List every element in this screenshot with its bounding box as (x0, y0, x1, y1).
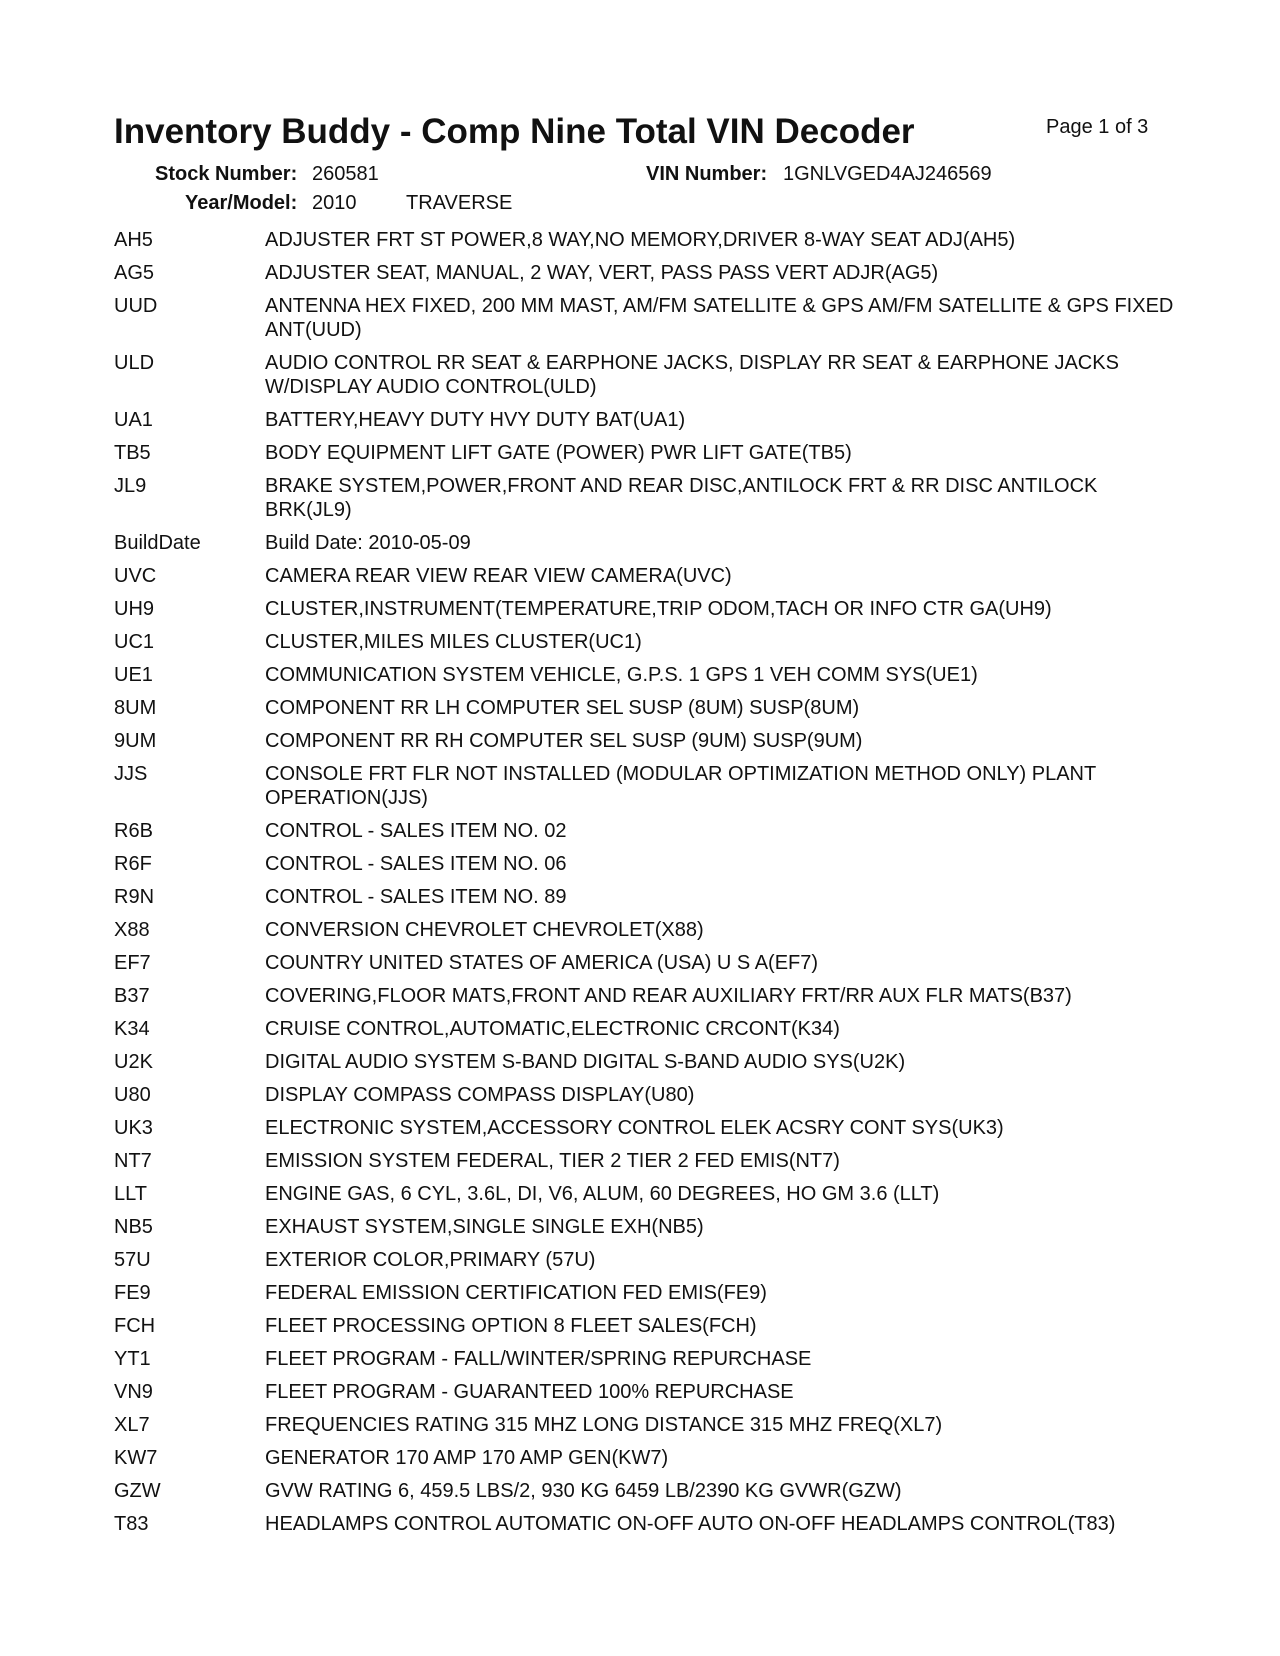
document-title: Inventory Buddy - Comp Nine Total VIN Decoder (114, 112, 915, 151)
option-code: R6F (114, 853, 152, 875)
option-description: EXTERIOR COLOR,PRIMARY (57U) (265, 1249, 596, 1271)
option-row (114, 819, 1174, 843)
option-row (114, 1215, 1174, 1239)
option-description: FLEET PROCESSING OPTION 8 FLEET SALES(FCH) (265, 1315, 757, 1337)
option-row (114, 1347, 1174, 1371)
option-code: EF7 (114, 952, 151, 974)
option-row (114, 1314, 1174, 1338)
option-code: T83 (114, 1513, 149, 1535)
option-description: CAMERA REAR VIEW REAR VIEW CAMERA(UVC) (265, 565, 732, 587)
year-model-label: Year/Model: (185, 192, 298, 214)
option-description: EMISSION SYSTEM FEDERAL, TIER 2 TIER 2 FED EMIS(NT7) (265, 1150, 840, 1172)
option-code: R9N (114, 886, 155, 908)
option-description: CONTROL - SALES ITEM NO. 02 (265, 820, 567, 842)
option-code: AG5 (114, 262, 155, 284)
option-description: ELECTRONIC SYSTEM,ACCESSORY CONTROL ELEK ACSRY CONT SYS(UK3) (265, 1117, 1004, 1139)
option-description: CONSOLE FRT FLR NOT INSTALLED (MODULAR OPTIMIZATION METHOD ONLY) PLANT OPERATION(JJS) (265, 763, 1096, 809)
option-row (114, 1281, 1174, 1305)
option-row (114, 531, 1174, 555)
option-code-list (114, 228, 1174, 1545)
option-row (114, 984, 1174, 1008)
option-row (114, 696, 1174, 720)
option-row (114, 441, 1174, 465)
option-code: FCH (114, 1315, 156, 1337)
option-row (114, 351, 1174, 399)
option-code: ULD (114, 352, 155, 374)
option-row (114, 852, 1174, 876)
model-value: TRAVERSE (406, 192, 513, 214)
option-code: XL7 (114, 1414, 150, 1436)
option-description: BATTERY,HEAVY DUTY HVY DUTY BAT(UA1) (265, 409, 686, 431)
option-row (114, 1248, 1174, 1272)
option-description: COMPONENT RR RH COMPUTER SEL SUSP (9UM) SUSP(9UM) (265, 730, 863, 752)
option-row (114, 1050, 1174, 1074)
option-row (114, 564, 1174, 588)
option-description: EXHAUST SYSTEM,SINGLE SINGLE EXH(NB5) (265, 1216, 704, 1238)
option-description: COUNTRY UNITED STATES OF AMERICA (USA) U S A(EF7) (265, 952, 819, 974)
option-description: AUDIO CONTROL RR SEAT & EARPHONE JACKS, DISPLAY RR SEAT & EARPHONE JACKS W/DISPLAY AUDIO CONTROL(ULD) (265, 352, 1119, 398)
option-code: UK3 (114, 1117, 153, 1139)
option-description: FREQUENCIES RATING 315 MHZ LONG DISTANCE 315 MHZ FREQ(XL7) (265, 1414, 943, 1436)
option-description: GENERATOR 170 AMP 170 AMP GEN(KW7) (265, 1447, 669, 1469)
option-code: X88 (114, 919, 150, 941)
option-row (114, 474, 1174, 522)
option-code: NT7 (114, 1150, 152, 1172)
option-description: COVERING,FLOOR MATS,FRONT AND REAR AUXILIARY FRT/RR AUX FLR MATS(B37) (265, 985, 1072, 1007)
option-description: FLEET PROGRAM - GUARANTEED 100% REPURCHASE (265, 1381, 794, 1403)
option-code: BuildDate (114, 532, 201, 554)
option-description: CRUISE CONTROL,AUTOMATIC,ELECTRONIC CRCONT(K34) (265, 1018, 840, 1040)
option-code: FE9 (114, 1282, 151, 1304)
option-description: CONVERSION CHEVROLET CHEVROLET(X88) (265, 919, 704, 941)
option-code: LLT (114, 1183, 147, 1205)
option-code: KW7 (114, 1447, 158, 1469)
year-model-field (185, 192, 297, 215)
option-row (114, 228, 1174, 252)
option-row (114, 729, 1174, 753)
option-row (114, 885, 1174, 909)
option-row (114, 1083, 1174, 1107)
option-code: YT1 (114, 1348, 151, 1370)
vin-number-field (646, 163, 767, 186)
year-value: 2010 (312, 192, 357, 214)
option-row (114, 630, 1174, 654)
option-description: DISPLAY COMPASS COMPASS DISPLAY(U80) (265, 1084, 695, 1106)
option-code: U2K (114, 1051, 153, 1073)
option-row (114, 663, 1174, 687)
option-description: FLEET PROGRAM - FALL/WINTER/SPRING REPURCHASE (265, 1348, 812, 1370)
page-number: Page 1 of 3 (1046, 116, 1149, 138)
option-description: ADJUSTER FRT ST POWER,8 WAY,NO MEMORY,DRIVER 8-WAY SEAT ADJ(AH5) (265, 229, 1016, 251)
option-row (114, 261, 1174, 285)
option-code: UE1 (114, 664, 153, 686)
option-row (114, 1149, 1174, 1173)
option-code: NB5 (114, 1216, 153, 1238)
option-description: HEADLAMPS CONTROL AUTOMATIC ON-OFF AUTO ON-OFF HEADLAMPS CONTROL(T83) (265, 1513, 1116, 1535)
option-description: Build Date: 2010-05-09 (265, 532, 471, 554)
option-row (114, 1446, 1174, 1470)
option-description: ADJUSTER SEAT, MANUAL, 2 WAY, VERT, PASS PASS VERT ADJR(AG5) (265, 262, 939, 284)
option-description: DIGITAL AUDIO SYSTEM S-BAND DIGITAL S-BAND AUDIO SYS(U2K) (265, 1051, 906, 1073)
option-code: GZW (114, 1480, 161, 1502)
option-code: K34 (114, 1018, 150, 1040)
option-row (114, 951, 1174, 975)
option-code: JL9 (114, 475, 147, 497)
option-row (114, 762, 1174, 810)
option-description: CLUSTER,INSTRUMENT(TEMPERATURE,TRIP ODOM,TACH OR INFO CTR GA(UH9) (265, 598, 1052, 620)
option-row (114, 294, 1174, 342)
stock-number-label: Stock Number: (155, 163, 298, 185)
option-code: UA1 (114, 409, 153, 431)
option-description: COMMUNICATION SYSTEM VEHICLE, G.P.S. 1 GPS 1 VEH COMM SYS(UE1) (265, 664, 978, 686)
option-code: B37 (114, 985, 150, 1007)
option-code: 57U (114, 1249, 151, 1271)
vin-number-label: VIN Number: (646, 163, 768, 185)
option-description: ANTENNA HEX FIXED, 200 MM MAST, AM/FM SATELLITE & GPS AM/FM SATELLITE & GPS FIXED ANT(UUD) (265, 295, 1174, 341)
option-row (114, 1380, 1174, 1404)
option-code: UH9 (114, 598, 155, 620)
option-row (114, 1413, 1174, 1437)
option-code: 8UM (114, 697, 157, 719)
option-code: UVC (114, 565, 157, 587)
option-description: FEDERAL EMISSION CERTIFICATION FED EMIS(FE9) (265, 1282, 767, 1304)
stock-number-value: 260581 (312, 163, 379, 185)
option-description: ENGINE GAS, 6 CYL, 3.6L, DI, V6, ALUM, 60 DEGREES, HO GM 3.6 (LLT) (265, 1183, 940, 1205)
option-row (114, 1017, 1174, 1041)
option-description: CONTROL - SALES ITEM NO. 89 (265, 886, 567, 908)
option-code: AH5 (114, 229, 153, 251)
option-description: BRAKE SYSTEM,POWER,FRONT AND REAR DISC,ANTILOCK FRT & RR DISC ANTILOCK BRK(JL9) (265, 475, 1098, 521)
option-row (114, 597, 1174, 621)
option-code: UC1 (114, 631, 155, 653)
option-row (114, 1512, 1174, 1536)
vin-number-value: 1GNLVGED4AJ246569 (783, 163, 992, 185)
option-description: CONTROL - SALES ITEM NO. 06 (265, 853, 567, 875)
option-code: TB5 (114, 442, 151, 464)
option-row (114, 408, 1174, 432)
option-description: CLUSTER,MILES MILES CLUSTER(UC1) (265, 631, 642, 653)
option-code: UUD (114, 295, 158, 317)
option-row (114, 1479, 1174, 1503)
option-description: BODY EQUIPMENT LIFT GATE (POWER) PWR LIFT GATE(TB5) (265, 442, 852, 464)
option-row (114, 918, 1174, 942)
option-description: COMPONENT RR LH COMPUTER SEL SUSP (8UM) SUSP(8UM) (265, 697, 860, 719)
option-code: U80 (114, 1084, 151, 1106)
option-code: JJS (114, 763, 148, 785)
option-code: R6B (114, 820, 153, 842)
stock-number-field (155, 163, 297, 186)
option-code: VN9 (114, 1381, 153, 1403)
option-code: 9UM (114, 730, 157, 752)
option-description: GVW RATING 6, 459.5 LBS/2, 930 KG 6459 LB/2390 KG GVWR(GZW) (265, 1480, 902, 1502)
option-row (114, 1116, 1174, 1140)
option-row (114, 1182, 1174, 1206)
